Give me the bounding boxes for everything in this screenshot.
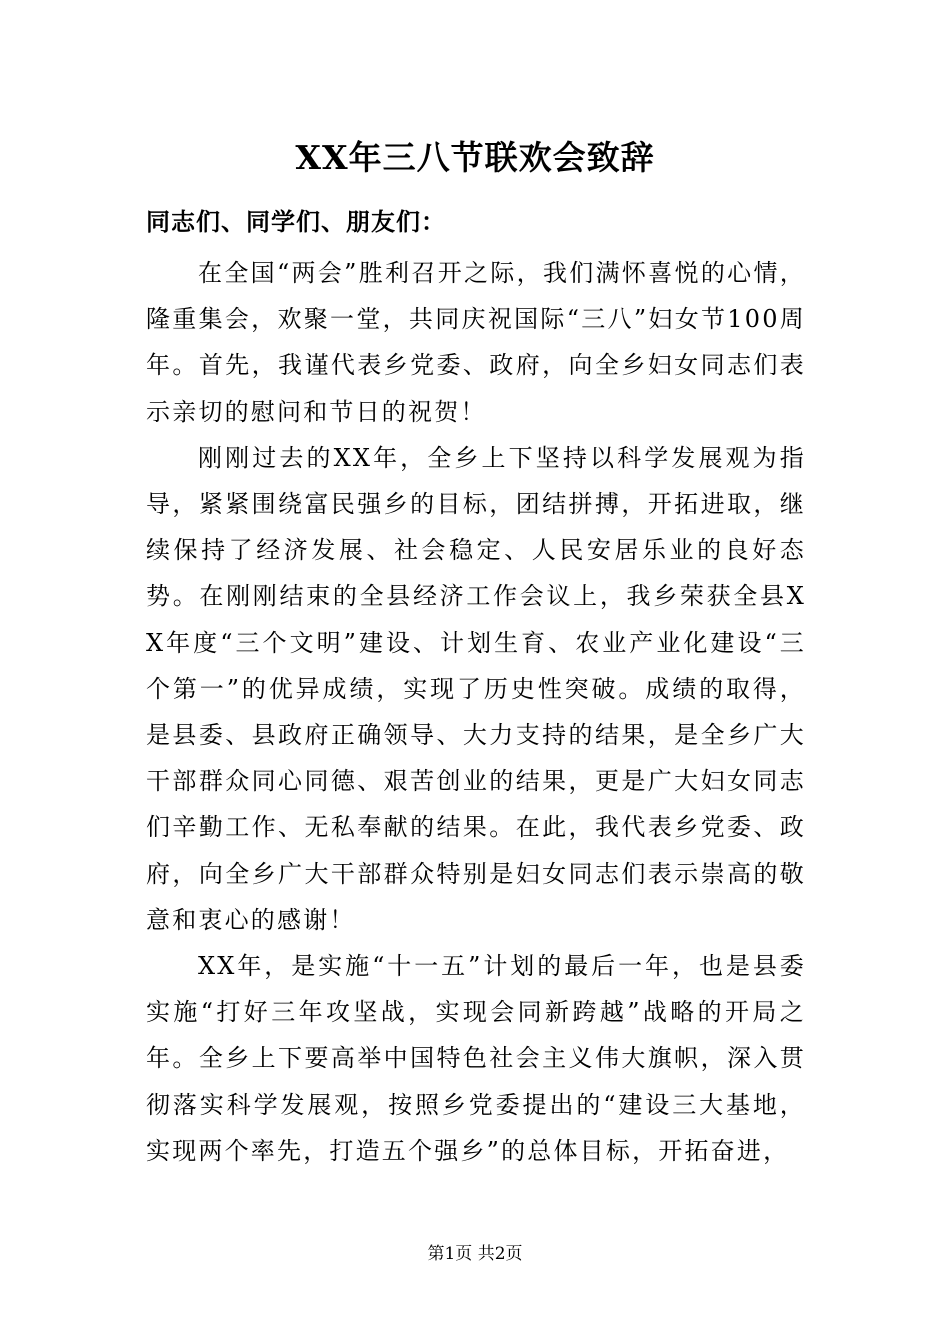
document-body (146, 250, 806, 1174)
paragraph: 在全国“两会”胜利召开之际，我们满怀喜悦的心情，隆重集会，欢聚一堂，共同庆祝国际“三八”妇女节100周年。首先，我谨代表乡党委、政府，向全乡妇女同志们表示亲切的慰问和节日的祝贺！ (146, 259, 806, 426)
page-footer: 第1页 共2页 (427, 1244, 523, 1264)
document-title: XX年三八节联欢会致辞 (295, 138, 655, 177)
paragraph: XX年，是实施“十一五”计划的最后一年，也是县委实施“打好三年攻坚战，实现会同新跨越”战略的开局之年。全乡上下要高举中国特色社会主义伟大旗帜，深入贯彻落实科学发展观，按照乡党委提出的“建设三大基地，实现两个率先，打造五个强乡”的总体目标，开拓奋进， (146, 952, 806, 1165)
paragraph: 刚刚过去的XX年，全乡上下坚持以科学发展观为指导，紧紧围绕富民强乡的目标，团结拼搏，开拓进取，继续保持了经济发展、社会稳定、人民安居乐业的良好态势。在刚刚结束的全县经济工作会议上，我乡荣获全县XX年度“三个文明”建设、计划生育、农业产业化建设“三个第一”的优异成绩，实现了历史性突破。成绩的取得，是县委、县政府正确领导、大力支持的结果，是全乡广大干部群众同心同德、艰苦创业的结果，更是广大妇女同志们辛勤工作、无私奉献的结果。在此，我代表乡党委、政府，向全乡广大干部群众特别是妇女同志们表示崇高的敬意和衷心的感谢！ (146, 443, 806, 934)
salutation: 同志们、同学们、朋友们： (146, 207, 446, 236)
